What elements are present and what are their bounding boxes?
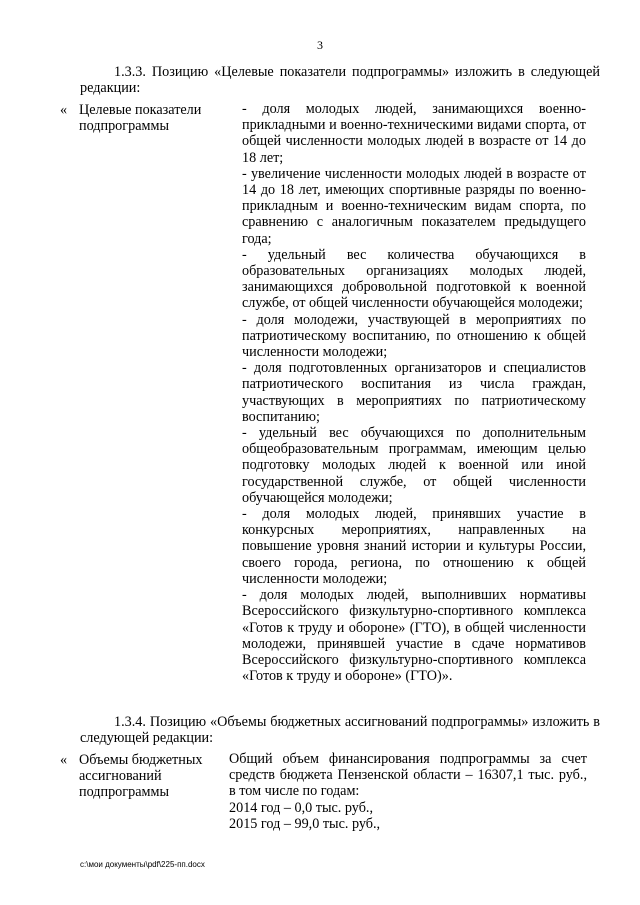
target-indicator-item: - доля молодежи, участвующей в мероприятиях по патриотическому воспитанию, по отношению к общей численности молодежи;	[242, 311, 586, 361]
section-133-heading: 1.3.3. Позицию «Целевые показатели подпрограммы» изложить в следующей редакции:	[80, 64, 600, 96]
section-134-label: Объемы бюджетных ассигнований подпрограммы	[79, 752, 203, 800]
financing-year-row: 2015 год – 99,0 тыс. руб.,	[229, 815, 381, 832]
target-indicator-item: - доля подготовленных организаторов и специалистов патриотического воспитания из числа граждан, участвующих в мероприятиях по патриотическому воспитанию;	[242, 360, 586, 425]
target-indicator-item: - удельный вес обучающихся по дополнительным общеобразовательным программам, имеющим целью подготовку молодых людей к военной или иной государственной службе, от общей численности обучающейся молодежи;	[242, 425, 586, 506]
section-134-heading: 1.3.4. Позицию «Объемы бюджетных ассигнований подпрограммы» изложить в следующей редакции:	[80, 714, 600, 746]
financing-year-row: 2014 год – 0,0 тыс. руб.,	[229, 799, 374, 816]
page-number: 3	[317, 38, 323, 52]
section-134-financing	[229, 751, 587, 832]
target-indicator-item: - доля молодых людей, принявших участие в конкурсных мероприятиях, направленных на повышение уровня знаний истории и культуры России, своего города, региона, по отношению к общей численности молодежи;	[242, 506, 586, 587]
target-indicator-item: - увеличение численности молодых людей в возрасте от 14 до 18 лет, имеющих спортивные разряды по военно-прикладным и военно-техническим видам спорта, по сравнению с аналогичным показателем предыдущего года;	[242, 165, 586, 247]
target-indicator-item: - доля молодых людей, выполнивших нормативы Всероссийского физкультурно-спортивного комплекса «Готов к труду и обороне» (ГТО), в общей численности молодежи, принявшей участие в сдаче нормативов Всероссийского физкультурно-спортивного комплекса «Готов к труду и обороне» (ГТО)».	[242, 587, 586, 685]
file-path-footer: c:\мои документы\pdf\225-пп.docx	[80, 860, 205, 869]
target-indicator-item: - удельный вес количества обучающихся в образовательных организациях молодых людей, занимающихся добровольной подготовкой к военной службе, от общей численности обучающейся молодежи;	[242, 246, 586, 312]
section-133-quote-mark: «	[60, 102, 68, 118]
section-133-items	[242, 101, 586, 684]
section-134-quote-mark: «	[60, 752, 68, 768]
financing-intro: Общий объем финансирования подпрограммы за счет средств бюджета Пензенской области – 16307,1 тыс. руб., в том числе по годам:	[229, 751, 587, 800]
section-133-label: Целевые показатели подпрограммы	[79, 102, 202, 134]
target-indicator-item: - доля молодых людей, занимающихся военно-прикладными и военно-техническими видами спорта, от общей численности молодых людей в возрасте от 14 до 18 лет;	[242, 101, 586, 166]
